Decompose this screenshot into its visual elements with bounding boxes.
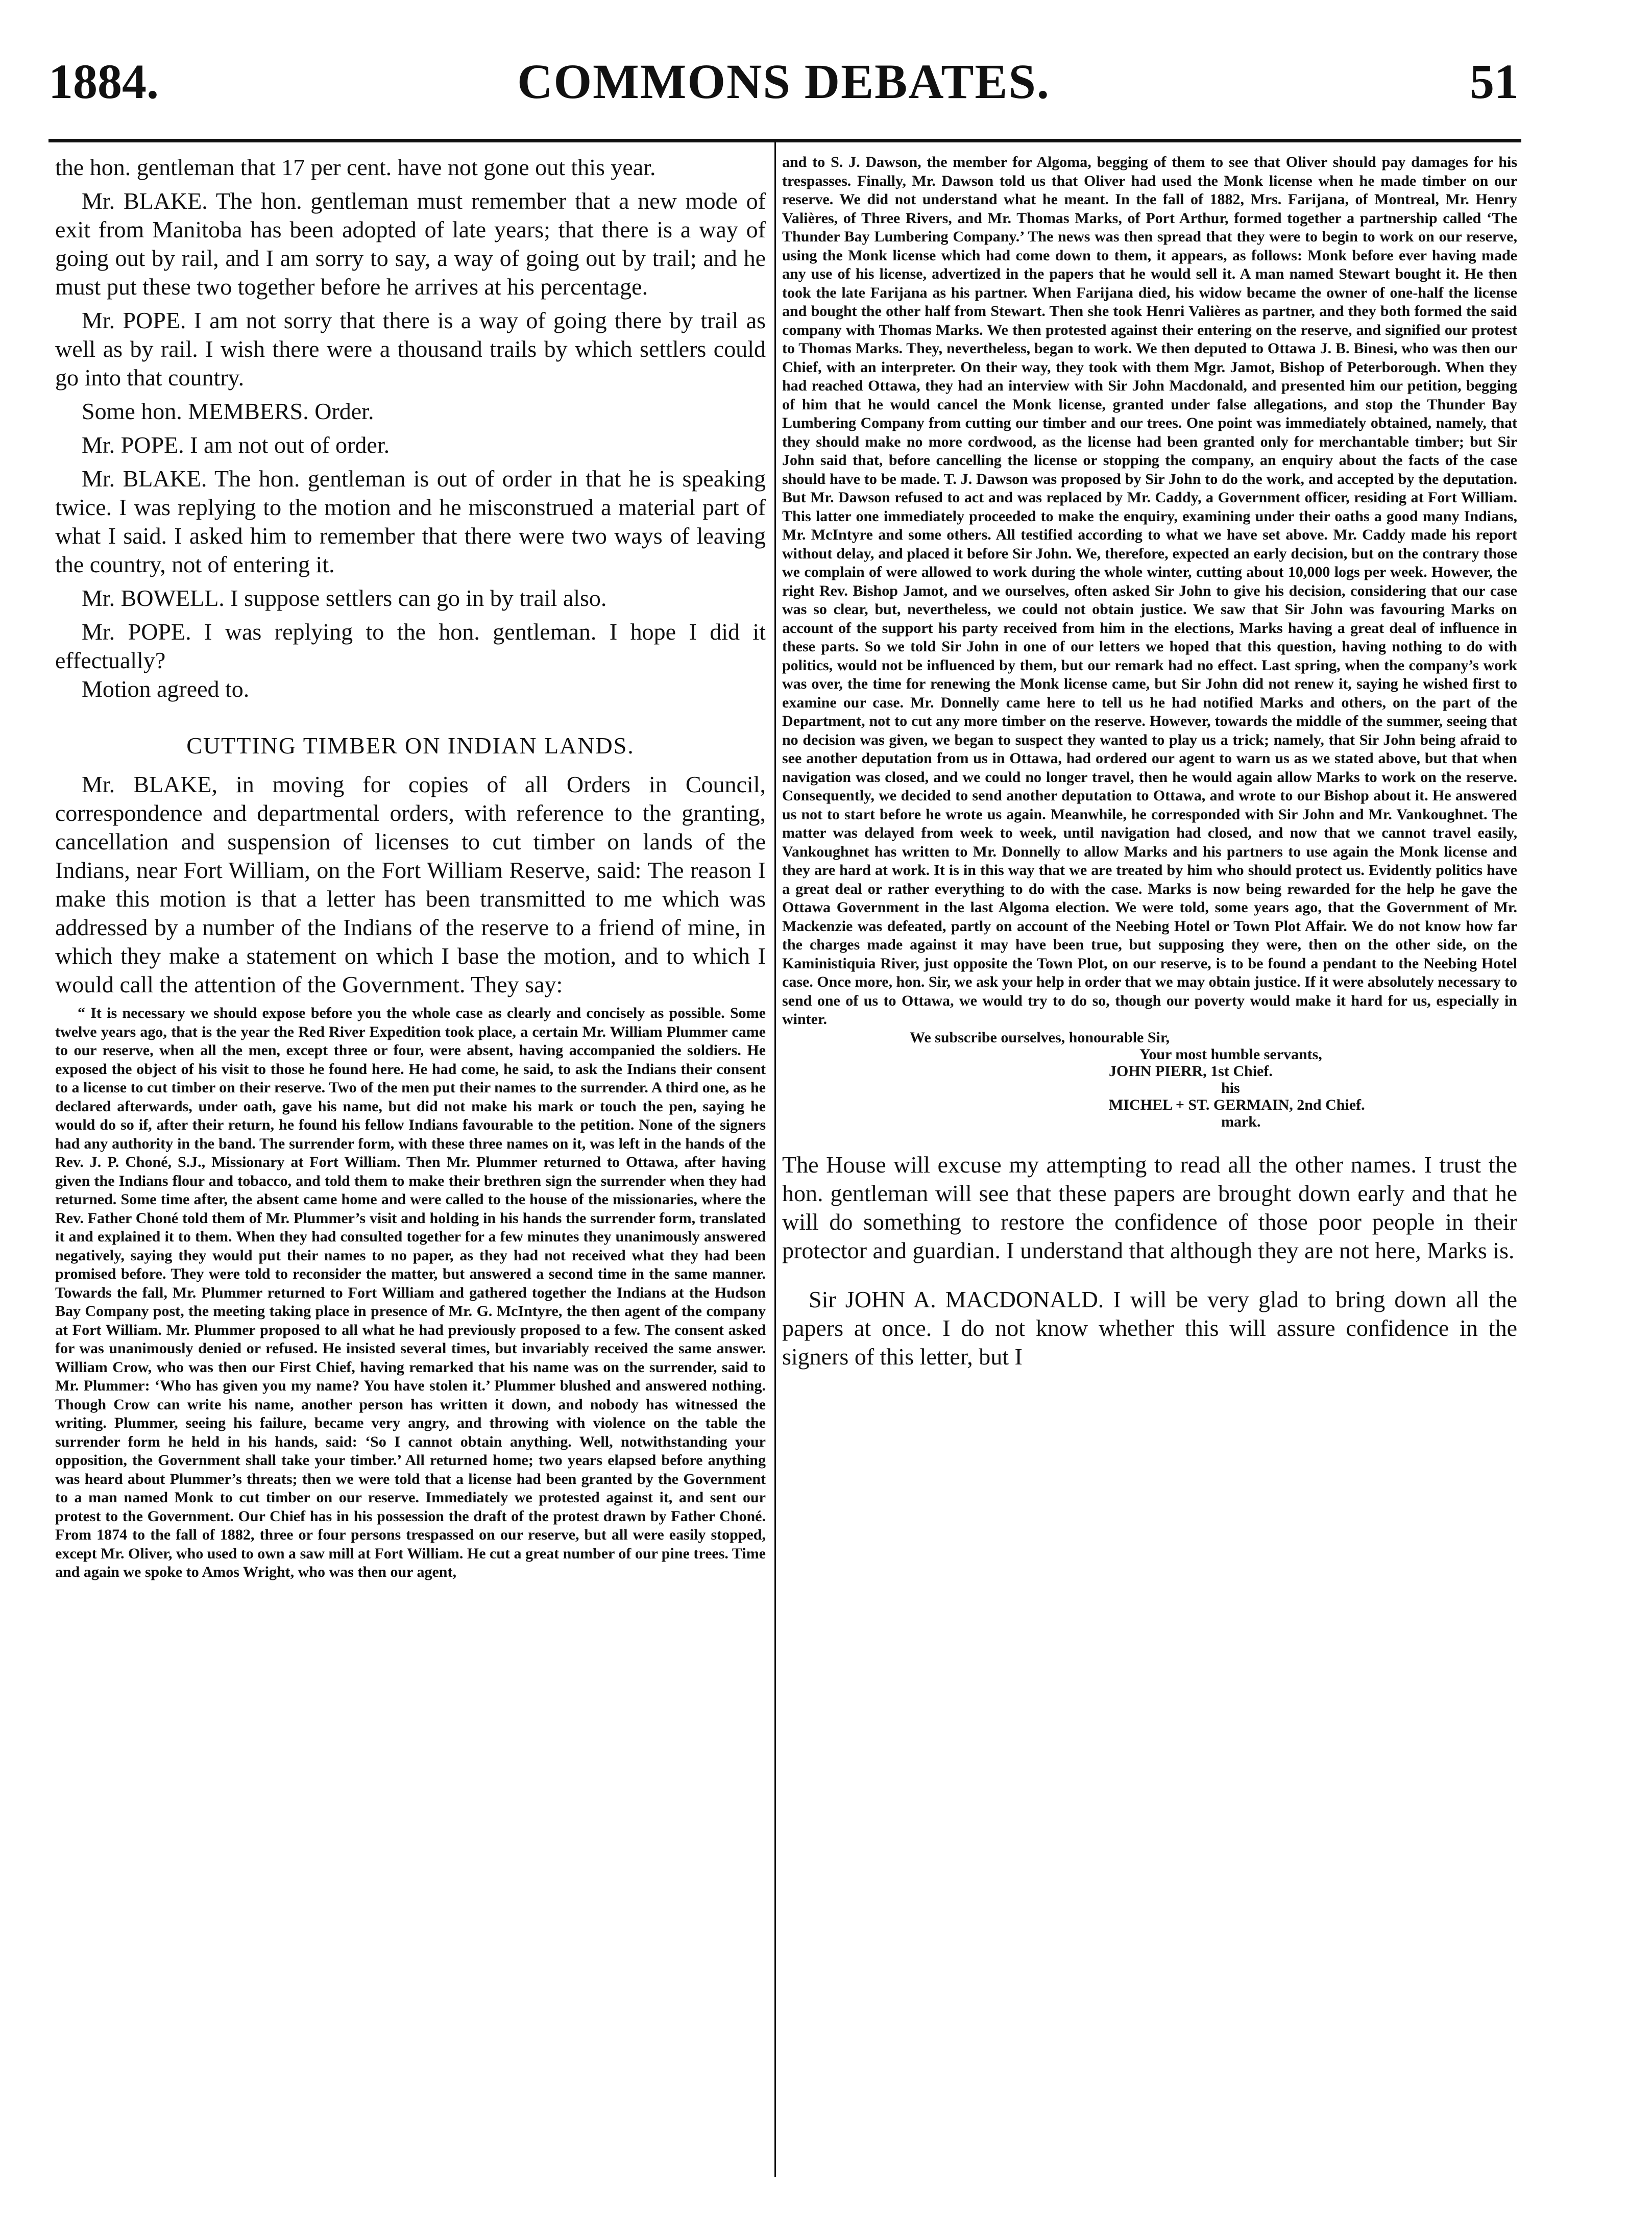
speech-macdonald: Sir JOHN A. MACDONALD. I will be very glad to bring down all the papers at once. I do not know whether this will assure confidence in the signers of this letter, but I: [782, 1286, 1517, 1370]
speech-blake-motion: Mr. BLAKE, in moving for copies of all Orders in Council, correspondence and departmental orders, with reference to the granting, cancellation and suspension of licenses to cut timber on lands of the Indians, near Fort William, on the Fort William Reserve, said: The reason I make this motion is that a letter has been transmitted to me which was addressed by a number of the Indians of the reserve to a friend of mine, in which they make a statement on which I base the motion, and to which I would call the attention of the Government. They say:: [55, 771, 766, 997]
quoted-letter: “ It is necessary we should expose before you the whole case as clearly and concisely as possible. Some twelve years ago, that is the year the Red River Expedition took place, a certain Mr. William Plummer came to our reserve, when all the men, except three or four, were absent, having accompanied the soldiers. He exposed the object of his visit to those he found here. He had come, he said, to ask the Indians their consent to a license to cut timber on their reserve. Two of the men put their names to the surrender. A third one, as he declared afterwards, under oath, gave his name, but did not make his mark or touch the pen, saying he would do so if, after their return, he found his fellow Indians favourable to the petition. None of the signers had any authority in the band. The surrender form, with these three names on it, was left in the hands of the Rev. J. P. Choné, S.J., Missionary at Fort William. Then Mr. Plummer returned to Ottawa, after having given the Indians flour and tobacco, and told them to make their brethren sign the surrender when they had returned. Some time after, the absent came home and were called to the house of the missionaries, where the Rev. Father Choné told them of Mr. Plummer’s visit and holding in his hands the surrender form, translated it and explained it to them. When they had consulted together for a few minutes they unanimously answered negatively, saying they would put their names to no paper, as they had not received what they had been promised before. They were told to reconsider the matter, but answered a second time in the same manner. Towards the fall, Mr. Plummer returned to Fort William and gathered together the Indians at the Hudson Bay Company post, the meeting taking place in presence of Mr. G. McIntyre, the then agent of the company at Fort William. Mr. Plummer proposed to all what he had previously proposed to a few. The consent asked for was unanimously denied or refused. He insisted several times, but invariably received the same answer. William Crow, who was then our First Chief, having remarked that his name was on the surrender, said to Mr. Plummer: ‘Who has given you my name? You have stolen it.’ Plummer blushed and answered nothing. Though Crow can write his name, another person has written it down, and nobody has witnessed the writing. Plummer, seeing his failure, became very angry, and throwing with violence on the table the surrender form he held in his hands, said: ‘So I cannot obtain anything. Well, notwithstanding your opposition, the Government shall take your timber.’ All returned home; two years elapsed before anything was heard about Plummer’s threats; then we were told that a license had been granted by the Government to a man named Monk to cut timber on our reserve. Immediately we protested against it, and sent our protest to the Government. Our Chief has in his possession the draft of the protest drawn by Father Choné. From 1874 to the fall of 1882, three or four persons trespassed on our reserve, but all were easily stopped, except Mr. Oliver, who used to own a saw mill at Fort William. He cut a great number of our pine trees. Time and again we spoke to Amos Wright, who was then our agent,: [55, 1005, 766, 1580]
signature-line: his: [1221, 1079, 1240, 1096]
letter-signature: [782, 1029, 1517, 1130]
header-year: 1884.: [48, 54, 159, 109]
speech-pope: Mr. POPE. I am not sorry that there is a way of going there by trail as well as by rail. I wish there were a thousand trails by which settlers could go into that country.: [55, 307, 766, 391]
signature-line: JOHN PIERR, 1st Chief.: [1109, 1062, 1273, 1080]
speech-blake: Mr. BLAKE. The hon. gentleman is out of order in that he is speaking twice. I was replying to the motion and he misconstrued a material part of what I said. I asked him to remember that there were two ways of leaving the country, not of entering it.: [55, 466, 766, 577]
left-column: [55, 153, 766, 1582]
speech-members: Some hon. MEMBERS. Order.: [82, 398, 374, 424]
header-rule: [48, 139, 1521, 142]
page-header: [48, 43, 1519, 123]
speech-blake: Mr. BLAKE. The hon. gentleman must remember that a new mode of exit from Manitoba has been adopted of late years; that there is a way of going out by rail, and I am sorry to say, a way of going out by trail; and he must put these two together before he arrives at his percentage.: [55, 188, 766, 300]
signature-line: MICHEL + ST. GERMAIN, 2nd Chief.: [1109, 1096, 1365, 1113]
column-divider: [774, 140, 776, 2177]
paragraph: The House will excuse my attempting to read all the other names. I trust the hon. gentleman will see that these papers are brought down early and that he will do something to restore the confidence of those poor people in their protector and guardian. I understand that although they are not here, Marks is.: [782, 1151, 1517, 1263]
signature-line: Your most humble servants,: [1139, 1045, 1322, 1063]
signature-line: mark.: [1221, 1113, 1261, 1130]
section-heading: CUTTING TIMBER ON INDIAN LANDS.: [186, 733, 635, 759]
motion-result: Motion agreed to.: [82, 676, 250, 702]
right-column: [782, 153, 1517, 1371]
speech-pope: Mr. POPE. I am not out of order.: [82, 432, 390, 458]
page-number: 51: [1470, 54, 1519, 109]
header-title: COMMONS DEBATES.: [517, 54, 1050, 109]
speech-pope: Mr. POPE. I was replying to the hon. gentleman. I hope I did it effectually?: [55, 619, 766, 673]
speech-bowell: Mr. BOWELL. I suppose settlers can go in by trail also.: [82, 585, 607, 611]
quoted-letter-continued: and to S. J. Dawson, the member for Algoma, begging of them to see that Oliver should pay damages for his trespasses. Finally, Mr. Dawson told us that Oliver had used the Monk license when he made timber on our reserve. We did not understand what he meant. In the fall of 1882, Mrs. Farijana, of Montreal, Mr. Henry Valières, of Three Rivers, and Mr. Thomas Marks, of Port Arthur, formed together a partnership called ‘The Thunder Bay Lumbering Company.’ The news was then spread that they were to begin to work on our reserve, using the Monk license which had come down to them, it appears, as follows: Monk before ever having made any use of his license, advertized in the papers that he would sell it. A man named Stewart bought it. He then took the late Farijana as his partner. When Farijana died, his widow became the owner of one-half the license and bought the other half from Stewart. Then she took Henri Valières as partner, and they both formed the said company with Thomas Marks. We then protested against their entering on the reserve, and signified our protest to Thomas Marks. They, nevertheless, began to work. We then deputed to Ottawa J. B. Binesi, who was then our Chief, with an interpreter. On their way, they took with them Mgr. Jamot, Bishop of Peterborough. When they had reached Ottawa, they had an interview with Sir John Macdonald, and presented him our petition, begging of him that he would cancel the Monk license, granted under false allegations, and stop the Thunder Bay Lumbering Company from cutting our timber and our trees. One point was immediately obtained, namely, that they should make no more cordwood, as the license had been granted only for merchantable timber; but Sir John said that, before cancelling the license or stopping the company, an enquiry about the facts of the case should have to be made. T. J. Dawson was proposed by Sir John to do the work, and accepted by the deputation. But Mr. Dawson refused to act and was replaced by Mr. Caddy, a Government officer, residing at Fort William. This latter one immediately proceeded to make the enquiry, examining under their oaths a good many Indians, Mr. McIntyre and some others. All testified according to what we have set above. Mr. Caddy made his report without delay, and placed it before Sir John. We, therefore, expected an early decision, but on the contrary those we complain of were allowed to work during the whole winter, cutting about 10,000 logs per week. However, the right Rev. Bishop Jamot, and we ourselves, often asked Sir John to give his decision, considering that our case was so clear, but, nevertheless, we could not obtain justice. We saw that Sir John was favouring Marks on account of the support his party received from him in the elections, Marks having a great deal of influence in these parts. So we told Sir John in one of our letters we hoped that this question, having nothing to do with politics, would not be influenced by them, but our remark had no effect. Last spring, when the company’s work was over, the time for renewing the Monk license came, but Sir John did not renew it, saying he wished first to examine our case. Mr. Donnelly came here to tell us he had notified Marks and others, on the part of the Department, not to cut any more timber on the reserve. However, towards the middle of the summer, seeing that no decision was given, we began to suspect they wanted to play us a trick; namely, that Sir John being afraid to see another deputation from us in Ottawa, had ordered our agent to warn us as we stated above, but that when navigation was closed, and we could no longer travel, then he would again allow Marks to work on the reserve. Consequently, we decided to send another deputation to Ottawa, and wrote to our Bishop about it. He answered us not to start before he wrote us again. Meanwhile, he corresponded with Sir John and Mr. Vankoughnet. The matter was delayed from week to week, until navigation had closed, and now that we cannot travel easily, Vankoughnet has written to Mr. Donnelly to allow Marks and his partners to use again the Monk license and they are hard at work. It is in this way that we are treated by him who should protect us. Evidently politics have a great deal or rather everything to do with the case. Marks is now being rewarded for the help he gave the Ottawa Government in the last Algoma election. We were told, some years ago, that the Government of Mr. Mackenzie was defeated, partly on account of the Neebing Hotel or Town Plot Affair. We do not know how far the charges made against it may have been true, but supposing they were, then on the other side, on the Kaministiquia River, just opposite the Town Plot, on our reserve, is to be found a pendant to the Neebing Hotel case. Once more, hon. Sir, we ask your help in order that we may obtain justice. If it were absolutely necessary to send one of us to Ottawa, we would try to do so, though our poverty would make it hard for us, especially in winter.: [782, 154, 1517, 1028]
signature-line: We subscribe ourselves, honourable Sir,: [910, 1029, 1170, 1046]
paragraph: the hon. gentleman that 17 per cent. have not gone out this year.: [55, 154, 656, 180]
